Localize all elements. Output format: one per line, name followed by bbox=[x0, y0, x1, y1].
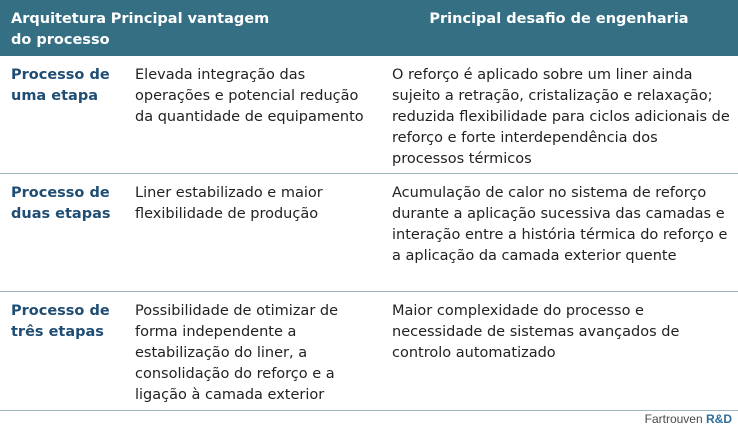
footer-credit bbox=[645, 412, 732, 426]
table-row bbox=[0, 174, 738, 292]
footer-suffix: R&D bbox=[706, 412, 732, 426]
header-architecture: Arquitetura do processo bbox=[11, 11, 110, 48]
header-challenge: Principal desafio de engenharia bbox=[429, 11, 689, 27]
table-row bbox=[0, 56, 738, 174]
row-architecture: Processo de duas etapas bbox=[11, 185, 111, 222]
row-advantage: Elevada integração das operações e potencial redução da quantidade de equipamento bbox=[135, 67, 364, 125]
header-advantage: Principal vantagem bbox=[110, 11, 270, 27]
row-architecture: Processo de três etapas bbox=[11, 303, 110, 340]
row-challenge: Acumulação de calor no sistema de reforço durante a aplicação sucessiva das camadas e interação entre a história térmica do reforço e a aplicação da camada exterior quente bbox=[392, 185, 728, 264]
row-architecture: Processo de uma etapa bbox=[11, 67, 110, 104]
row-advantage: Possibilidade de otimizar de forma independente a estabilização do liner, a consolidação do reforço e a ligação à camada exterior bbox=[135, 303, 339, 403]
row-challenge: O reforço é aplicado sobre um liner ainda sujeito a retração, cristalização e relaxação; reduzida flexibilidade para ciclos adicionais de reforço e forte interdependência dos processos térmicos bbox=[392, 67, 730, 167]
row-challenge: Maior complexidade do processo e necessidade de sistemas avançados de controlo automatizado bbox=[392, 303, 680, 361]
table-header bbox=[0, 0, 738, 56]
table-row bbox=[0, 292, 738, 411]
footer-brand: Fartrouven bbox=[644, 412, 703, 426]
row-advantage: Liner estabilizado e maior flexibilidade de produção bbox=[135, 185, 323, 222]
